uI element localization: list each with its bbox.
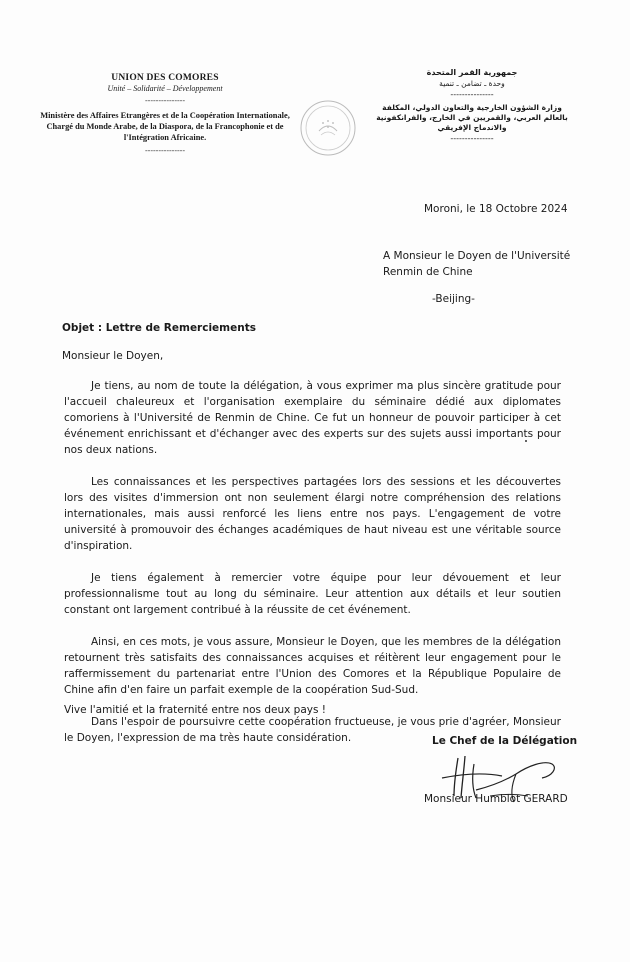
letter-date: Moroni, le 18 Octobre 2024 (424, 203, 568, 215)
country-name-ar: جمهورية القمر المتحدة (426, 68, 518, 77)
recipient-city: -Beijing- (432, 293, 475, 305)
header-left (40, 72, 290, 155)
header-right (372, 68, 572, 147)
country-name-fr: UNION DES COMORES (111, 73, 219, 83)
closing-line: Vive l'amitié et la fraternité entre nos deux pays ! (64, 704, 327, 716)
signatory-title: Le Chef de la Délégation (432, 735, 578, 747)
ministry-name-fr: Ministère des Affaires Etrangères et de la Coopération Internationale, Chargé du Monde Arabe, de la Diaspora, de la Francophonie et de l'Intégration Africaine. (40, 110, 290, 142)
ministry-name-ar: وزارة الشؤون الخارجية والتعاون الدولي، المكلفة بالعالم العربي، والقمريين في الخارج، والفرانكفونية والاندماج الإفريقي (376, 102, 568, 133)
header-divider: --------------- (145, 95, 185, 105)
body-paragraph-2: Les connaissances et les perspectives partagées lors des sessions et les découvertes lors des visites d'immersion ont non seulement élargi notre compréhension des relations internationales, mais aussi renforcé les liens entre nos pays. L'engagement de votre université à promouvoir des échanges académiques de haut niveau est une véritable source d'inspiration. (64, 476, 561, 552)
scan-speck (525, 440, 527, 442)
country-motto-fr: Unité – Solidarité – Développement (107, 84, 223, 94)
header-divider-ar-bottom: --------------- (450, 134, 494, 144)
letter-salutation: Monsieur le Doyen, (62, 350, 164, 362)
body-paragraph-1: Je tiens, au nom de toute la délégation, à vous exprimer ma plus sincère gratitude pour l'accueil chaleureux et l'organisation exemplaire du séminaire dédié aux diplomates comoriens à l'Université de Renmin de Chine. Ce fut un honneur de pouvoir participer à cet événement enrichissant et d'échanger avec des experts sur des sujets aussi importants pour nos deux nations. (64, 380, 561, 456)
header-divider-ar: --------------- (450, 89, 494, 99)
body-paragraph-4: Ainsi, en ces mots, je vous assure, Monsieur le Doyen, que les membres de la délégation retournent très satisfaits des connaissances acquises et réitèrent leur engagement pour le raffermissement du partenariat entre l'Union des Comores et la République Populaire de Chine afin d'en faire un parfait exemple de la coopération Sud-Sud. (64, 636, 561, 696)
letter-subject: Objet : Lettre de Remerciements (62, 322, 256, 334)
body-paragraph-3: Je tiens également à remercier votre équipe pour leur dévouement et leur professionnalisme tout au long du séminaire. Leur attention aux détails et leur soutien constant ont largement contribué à la réussite de cet événement. (64, 572, 561, 616)
recipient-line-2: Renmin de Chine (383, 266, 473, 279)
recipient-block (383, 248, 570, 281)
signatory-name: Monsieur Humblot GERARD (424, 793, 568, 805)
body-paragraph-5: Dans l'espoir de poursuivre cette coopération fructueuse, je vous prie d'agréer, Monsieur le Doyen, l'expression de ma très haute considération. (64, 716, 561, 744)
recipient-line-1: A Monsieur le Doyen de l'Université (383, 250, 571, 262)
header-divider-bottom: --------------- (145, 145, 185, 155)
national-seal-icon (299, 99, 357, 157)
country-motto-ar: وحدة ـ تضامن ـ تنمية (439, 78, 505, 88)
